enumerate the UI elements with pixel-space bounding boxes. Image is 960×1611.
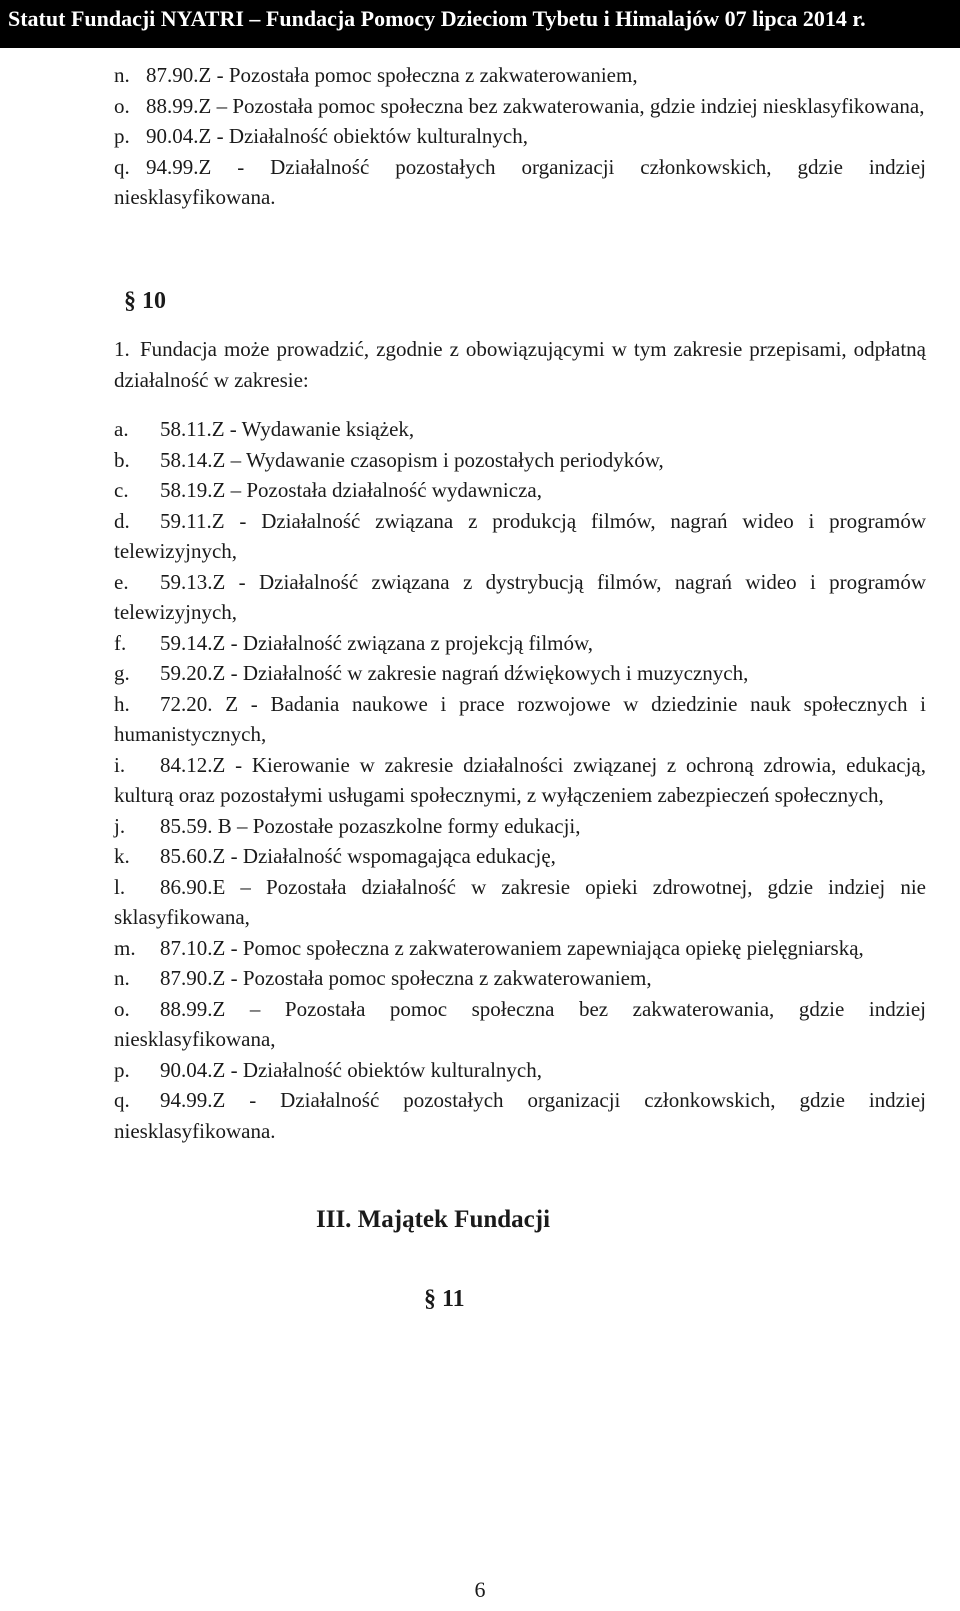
list-item: h. 72.20. Z - Badania naukowe i prace rozwojowe w dziedzinie nauk społecznych i humanistycznych,: [114, 691, 926, 746]
section-10-paragraph: 1. Fundacja może prowadzić, zgodnie z obowiązującymi w tym zakresie przepisami, odpłatną działalność w zakresie:: [114, 337, 926, 392]
list-item: o. 88.99.Z – Pozostała pomoc społeczna bez zakwaterowania, gdzie indziej niesklasyfikowana,: [114, 996, 926, 1051]
list-item: p. 90.04.Z - Działalność obiektów kulturalnych,: [114, 1057, 542, 1082]
list-item: o. 88.99.Z – Pozostała pomoc społeczna bez zakwaterowania, gdzie indziej niesklasyfikowana,: [114, 93, 925, 118]
list-item: q. 94.99.Z - Działalność pozostałych organizacji członkowskich, gdzie indziej niesklasyfikowana.: [114, 154, 926, 209]
list-item: f. 59.14.Z - Działalność związana z projekcją filmów,: [114, 630, 594, 655]
list-item: q. 94.99.Z - Działalność pozostałych organizacji członkowskich, gdzie indziej niesklasyfikowana.: [114, 1088, 926, 1143]
document-header: [0, 0, 960, 48]
list-item: p. 90.04.Z - Działalność obiektów kulturalnych,: [114, 124, 528, 148]
list-item: n. 87.90.Z - Pozostała pomoc społeczna z zakwaterowaniem,: [114, 63, 638, 87]
continued-list: [114, 60, 926, 213]
list-item: i. 84.12.Z - Kierowanie w zakresie działalności związanej z ochroną zdrowia, edukacją, kulturą oraz pozostałymi usługami społecznymi, z wyłączeniem zabezpieczeń społecznych,: [114, 752, 926, 807]
list-item: j. 85.59. B – Pozostałe pozaszkolne formy edukacji,: [114, 813, 581, 838]
section-10-heading: § 10: [124, 287, 166, 314]
header-title: Statut Fundacji NYATRI – Fundacja Pomocy Dzieciom Tybetu i Himalajów 07 lipca 2014 r.: [8, 6, 866, 31]
list-item: n. 87.90.Z - Pozostała pomoc społeczna z zakwaterowaniem,: [114, 966, 652, 990]
page-content: [114, 60, 926, 1315]
list-item: m. 87.10.Z - Pomoc społeczna z zakwaterowaniem zapewniająca opiekę pielęgniarską,: [114, 935, 864, 960]
list-item: c. 58.19.Z – Pozostała działalność wydawnicza,: [114, 478, 542, 502]
section-11-heading: § 11: [424, 1286, 465, 1312]
chapter-3-title: III. Majątek Fundacji: [316, 1206, 551, 1233]
list-item: b. 58.14.Z – Wydawanie czasopism i pozostałych periodyków,: [114, 447, 664, 472]
list-item: k. 85.60.Z - Działalność wspomagająca edukację,: [114, 844, 556, 868]
list-item: e. 59.13.Z - Działalność związana z dystrybucją filmów, nagrań wideo i programów telewizyjnych,: [114, 569, 926, 624]
list-item: d. 59.11.Z - Działalność związana z produkcją filmów, nagrań wideo i programów telewizyjnych,: [114, 508, 926, 563]
page-number: 6: [474, 1577, 486, 1602]
section-10-list: [114, 414, 926, 1146]
list-item: l. 86.90.E – Pozostała działalność w zakresie opieki zdrowotnej, gdzie indziej nie sklasyfikowana,: [114, 874, 926, 929]
list-item: g. 59.20.Z - Działalność w zakresie nagrań dźwiękowych i muzycznych,: [114, 661, 749, 685]
list-item: a. 58.11.Z - Wydawanie książek,: [114, 417, 415, 441]
